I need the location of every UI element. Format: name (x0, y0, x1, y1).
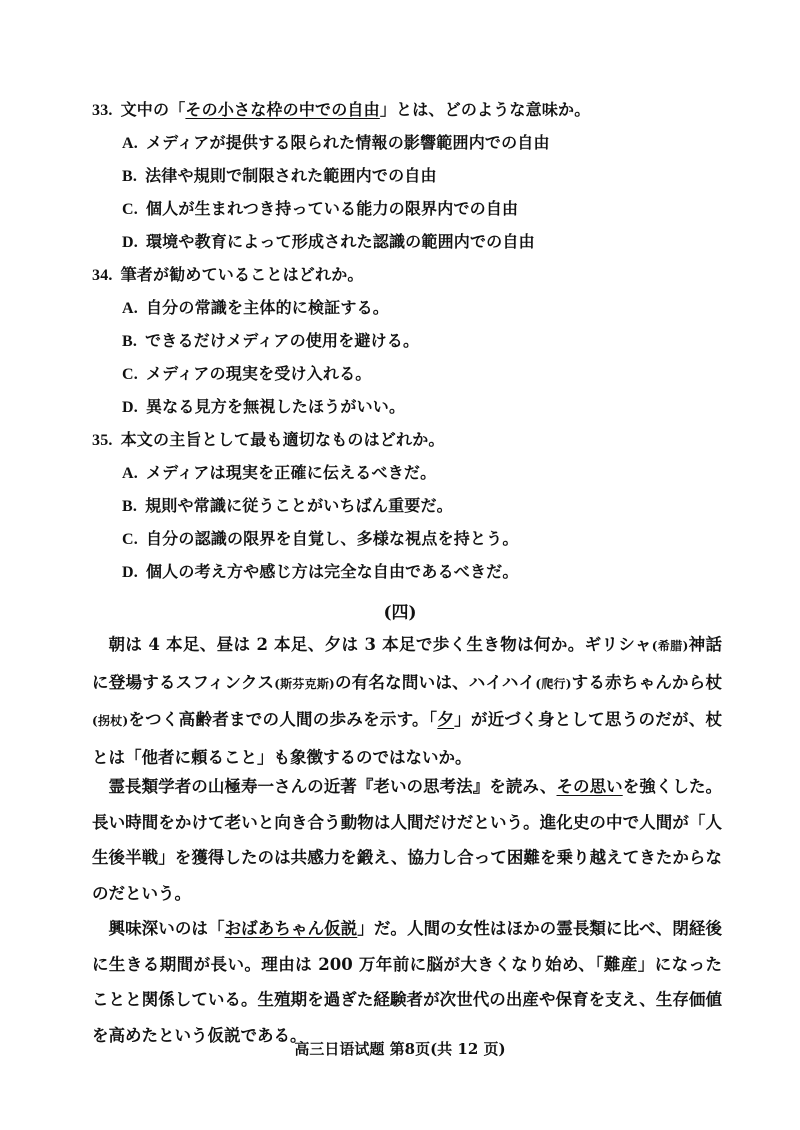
gloss: (斯芬克斯) (274, 676, 335, 691)
gloss: (希腊) (651, 639, 689, 653)
option-letter: C. (122, 201, 138, 218)
option-letter: D. (122, 234, 138, 251)
option-letter: D. (122, 399, 138, 416)
passage-text: を強くした。長い時間をかけて老いと向き合う動物は人間だけだという。進化史の中で人間が「人生後半戦」を獲得したのは共感力を鍛え、協力し合って困難を乗り越えてきたからなのだという。 (92, 777, 723, 903)
question-34-stem (92, 262, 364, 285)
passage-text: 興味深いのは「 (108, 919, 225, 938)
passage-text: 」だ。人間の女性はほかの霊長類に比べ、閉経後に生きる期間が長い。理由は 200 万年前に脳が大きくなり始め、「難産」になったことと関係している。生殖期を過ぎた経験者が次世代の出産や保育を支え、生存価値を高めたという仮説である。 (92, 919, 723, 1045)
option-letter: B. (122, 498, 138, 515)
option-33-c (122, 196, 518, 219)
underlined-phrase: その小さな枠の中での自由 (185, 100, 380, 119)
option-text: できるだけメディアの使用を避ける。 (145, 331, 420, 350)
option-text: 異なる見方を無視したほうがいい。 (145, 397, 406, 416)
question-number: 35. (92, 432, 113, 449)
gloss: (爬行) (535, 676, 572, 691)
option-text: 個人が生まれつき持っている能力の限界内での自由 (145, 199, 519, 218)
option-letter: C. (122, 366, 138, 383)
passage-paragraph-2 (92, 769, 722, 911)
option-34-a (122, 295, 389, 318)
question-stem-pre: 文中の「 (120, 100, 186, 119)
question-stem: 本文の主旨として最も適切なものはどれか。 (120, 430, 445, 449)
option-text: 自分の認識の限界を自覚し、多様な視点を持とう。 (145, 529, 519, 548)
option-letter: C. (122, 531, 138, 548)
question-number: 34. (92, 267, 113, 284)
question-35-stem (92, 427, 445, 450)
option-35-b (122, 493, 453, 516)
option-text: 個人の考え方や感じ方は完全な自由であるべきだ。 (145, 562, 519, 581)
passage-text: 神話に登場するスフィンクス (92, 635, 722, 692)
option-text: メディアは現実を正確に伝えるべきだ。 (145, 463, 437, 482)
option-text: 法律や規則で制限された範囲内での自由 (145, 166, 437, 185)
option-text: 環境や教育によって形成された認識の範囲内での自由 (145, 232, 535, 251)
question-33-stem (92, 97, 590, 120)
passage-text: 」が近づく身として思うのだが、杖とは「他者に頼ること」も象徴するのではないか。 (92, 710, 723, 767)
gloss: (拐杖) (92, 714, 129, 728)
option-35-d (122, 559, 519, 582)
question-number: 33. (92, 102, 113, 119)
option-33-a (122, 130, 550, 153)
option-text: 自分の常識を主体的に検証する。 (145, 298, 389, 317)
question-stem-post: 」とは、どのような意味か。 (379, 100, 591, 119)
option-text: 規則や常識に従うことがいちばん重要だ。 (145, 496, 453, 515)
passage-paragraph-3 (92, 911, 722, 1053)
passage-text: 朝は 4 本足、昼は 2 本足、夕は 3 本足で歩く生き物は何か。ギリシャ (108, 635, 652, 654)
option-text: メディアが提供する限られた情報の影響範囲内での自由 (145, 133, 550, 152)
option-35-a (122, 460, 436, 483)
passage-text: をつく高齢者までの人間の歩みを示す。「 (128, 710, 438, 729)
option-34-c (122, 361, 372, 384)
underlined-phrase: おばあちゃん仮説 (224, 919, 358, 938)
option-letter: D. (122, 564, 138, 581)
option-35-c (122, 526, 519, 549)
passage-paragraph-1 (92, 627, 722, 775)
passage-text: する赤ちゃんから杖 (571, 672, 723, 692)
option-33-d (122, 229, 535, 252)
section-title: (四) (383, 603, 417, 623)
option-34-d (122, 394, 405, 417)
option-text: メディアの現実を受け入れる。 (145, 364, 372, 383)
passage-text: 霊長類学者の山極寿一さんの近著『老いの思考法』を読み、 (108, 777, 557, 796)
option-34-b (122, 328, 419, 351)
page-footer: 高三日语试题 第8页(共 12 页) (294, 1040, 506, 1058)
option-letter: A. (122, 465, 138, 482)
option-letter: B. (122, 168, 138, 185)
underlined-phrase: 夕 (437, 710, 455, 729)
option-letter: B. (122, 333, 138, 350)
question-stem: 筆者が勧めていることはどれか。 (120, 265, 364, 284)
passage-text: の有名な問いは、ハイハイ (334, 672, 536, 692)
underlined-phrase: その思い (556, 777, 623, 796)
option-33-b (122, 163, 437, 186)
option-letter: A. (122, 300, 138, 317)
option-letter: A. (122, 135, 138, 152)
